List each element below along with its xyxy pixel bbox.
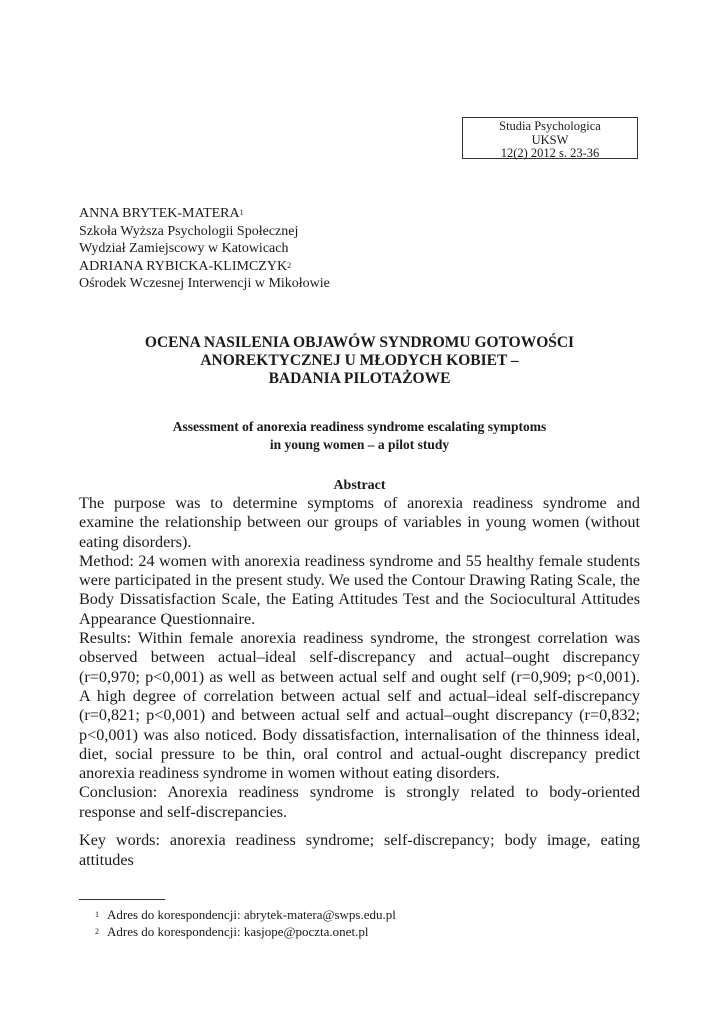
author-2-institution: Ośrodek Wczesnej Interwencji w Mikołowie [79, 276, 330, 291]
abstract-body [79, 494, 640, 822]
abstract-results: Results: Within female anorexia readiness syndrome, the strongest correlation was observed between actual–ideal self-discrepancy and actual–ought discrepancy (r=0,970; p<0,001) as well as between actual self and ought self (r=0,909; p<0,001). A high degree of correlation between actual self and actual–ideal self-discrepancy (r=0,821; p<0,001) and between actual self and actual–ought discrepancy (r=0,832; p<0,001) was also noticed. Body dissatisfaction, internalisation of the thinness ideal, diet, social pressure to be thin, oral control and actual-ought discrepancy predict anorexia readiness syndrome in women without eating disorders. [79, 629, 640, 783]
abstract-heading: Abstract [333, 478, 386, 493]
journal-info-box [462, 117, 638, 159]
footnotes [95, 906, 396, 940]
abstract-purpose: The purpose was to determine symptoms of anorexia readiness syndrome and examine the relationship between our groups of variables in young women (without eating disorders). [79, 494, 640, 551]
author-2-name: ADRIANA RYBICKA-KLIMCZYK$^2$ [79, 258, 292, 274]
footnote-2: 2 Adres do korespondencji: kasjope@poczta.onet.pl [95, 924, 369, 939]
author-1-department: Wydział Zamiejscowy w Katowicach [79, 241, 289, 256]
title-english: Assessment of anorexia readiness syndrome escalating symptoms in young women – a pilot study [172, 419, 547, 452]
footnote-divider [79, 899, 165, 900]
author-1-institution: Szkoła Wyższa Psychologii Społecznej [79, 223, 299, 239]
keywords: Key words: anorexia readiness syndrome; self-discrepancy; body image, eating attitudes [79, 831, 640, 869]
journal-publisher: UKSW [531, 132, 569, 147]
footnote-ref-2: 2 [287, 260, 292, 270]
footnote-1: 1 Adres do korespondencji: abrytek-matera@swps.edu.pl [95, 907, 396, 922]
title-polish: OCENA NASILENIA OBJAWÓW SYNDROMU GOTOWOŚCI ANOREKTYCZNEJ U MŁODYCH KOBIET – BADANIA PILOTAŻOWE [144, 334, 575, 387]
footnote-ref-1: 1 [239, 208, 244, 217]
abstract-conclusion: Conclusion: Anorexia readiness syndrome is strongly related to body-oriented response and self-discrepancies. [79, 783, 640, 821]
journal-name: Studia Psychologica [499, 119, 601, 133]
author-affiliations [79, 205, 330, 293]
author-1-name: ANNA BRYTEK-MATERA$^1$ [79, 206, 244, 221]
journal-issue: 12(2) 2012 s. 23-36 [500, 146, 600, 160]
abstract-method: Method: 24 women with anorexia readiness syndrome and 55 healthy female students were participated in the present study. We used the Contour Drawing Rating Scale, the Body Dissatisfaction Scale, the Eating Attitudes Test and the Sociocultural Attitudes Appearance Questionnaire. [79, 551, 640, 628]
